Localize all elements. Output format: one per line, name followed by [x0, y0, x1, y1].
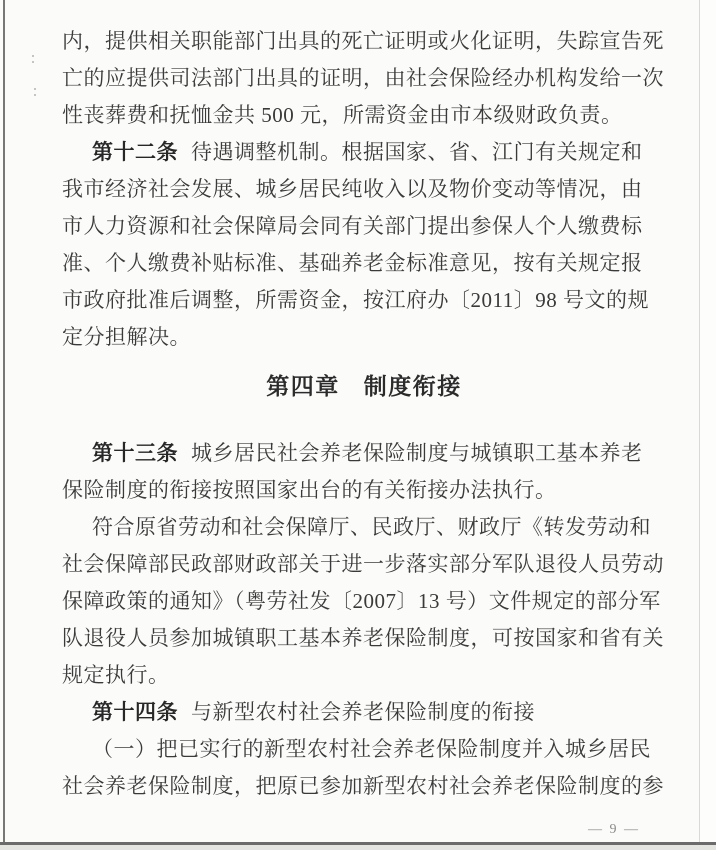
line-text: 保障政策的通知》（粤劳社发〔2007〕13 号）文件规定的部分军	[62, 589, 661, 613]
line-text: 市人力资源和社会保障局会同有关部门提出参保人个人缴费标	[62, 214, 643, 238]
text-line	[62, 282, 666, 319]
page-number: — 9 —	[588, 822, 640, 837]
scan-edge-right	[699, 0, 700, 845]
article-number-label: 第十三条	[92, 441, 178, 465]
line-text: 亡的应提供司法部门出具的证明，由社会保险经办机构发给一次	[62, 66, 664, 90]
line-text: 与新型农村社会养老保险制度的衔接	[191, 700, 535, 724]
text-line	[62, 472, 666, 509]
text-line	[62, 245, 666, 282]
text-line	[62, 731, 666, 768]
line-text: 我市经济社会发展、城乡居民纯收入以及物价变动等情况，由	[62, 177, 643, 201]
text-line-article-13	[62, 435, 666, 472]
article-number-label: 第十二条	[92, 140, 178, 164]
line-text: 符合原省劳动和社会保障厅、民政厅、财政厅《转发劳动和	[92, 515, 651, 539]
text-line-article-14	[62, 694, 666, 731]
text-line	[62, 509, 666, 546]
body-text-upper	[62, 23, 666, 356]
line-text: 准、个人缴费补贴标准、基础养老金标准意见，按有关规定报	[62, 251, 643, 275]
body-text-lower	[62, 435, 666, 805]
line-text: 社会养老保险制度，把原已参加新型农村社会养老保险制度的参	[62, 774, 664, 798]
line-text: 性丧葬费和抚恤金共 500 元，所需资金由市本级财政负责。	[62, 103, 623, 127]
line-text: 城乡居民社会养老保险制度与城镇职工基本养老	[191, 441, 643, 465]
text-line	[62, 657, 666, 694]
line-text: 待遇调整机制。根据国家、省、江门有关规定和	[191, 140, 643, 164]
line-text: 保险制度的衔接按照国家出台的有关衔接办法执行。	[62, 478, 557, 502]
scan-artifact-mark	[32, 55, 34, 57]
text-line-article-12	[62, 134, 666, 171]
line-text: 内，提供相关职能部门出具的死亡证明或火化证明，失踪宣告死	[62, 29, 664, 53]
text-line	[62, 208, 666, 245]
scan-edge-left	[3, 0, 5, 845]
scan-bottom-strip	[0, 845, 716, 850]
scan-artifact-mark	[34, 88, 36, 90]
text-line	[62, 620, 666, 657]
article-number-label: 第十四条	[92, 700, 178, 724]
text-line	[62, 171, 666, 208]
line-text: 队退役人员参加城镇职工基本养老保险制度，可按国家和省有关	[62, 626, 664, 650]
line-text: 定分担解决。	[62, 325, 191, 349]
text-line	[62, 319, 666, 356]
scan-right-margin	[700, 0, 716, 845]
text-line	[62, 583, 666, 620]
text-line	[62, 546, 666, 583]
chapter-number: 第四章	[266, 374, 340, 399]
line-text: 规定执行。	[62, 663, 170, 687]
text-line	[62, 60, 666, 97]
line-text: 市政府批准后调整，所需资金，按江府办〔2011〕98 号文的规	[62, 288, 649, 312]
line-text: 社会保障部民政部财政部关于进一步落实部分军队退役人员劳动	[62, 552, 664, 576]
chapter-heading	[62, 368, 666, 405]
chapter-title: 制度衔接	[363, 374, 462, 399]
line-text: （一）把已实行的新型农村社会养老保险制度并入城乡居民	[92, 737, 651, 761]
text-line	[62, 23, 666, 60]
text-line	[62, 768, 666, 805]
text-line	[62, 97, 666, 134]
